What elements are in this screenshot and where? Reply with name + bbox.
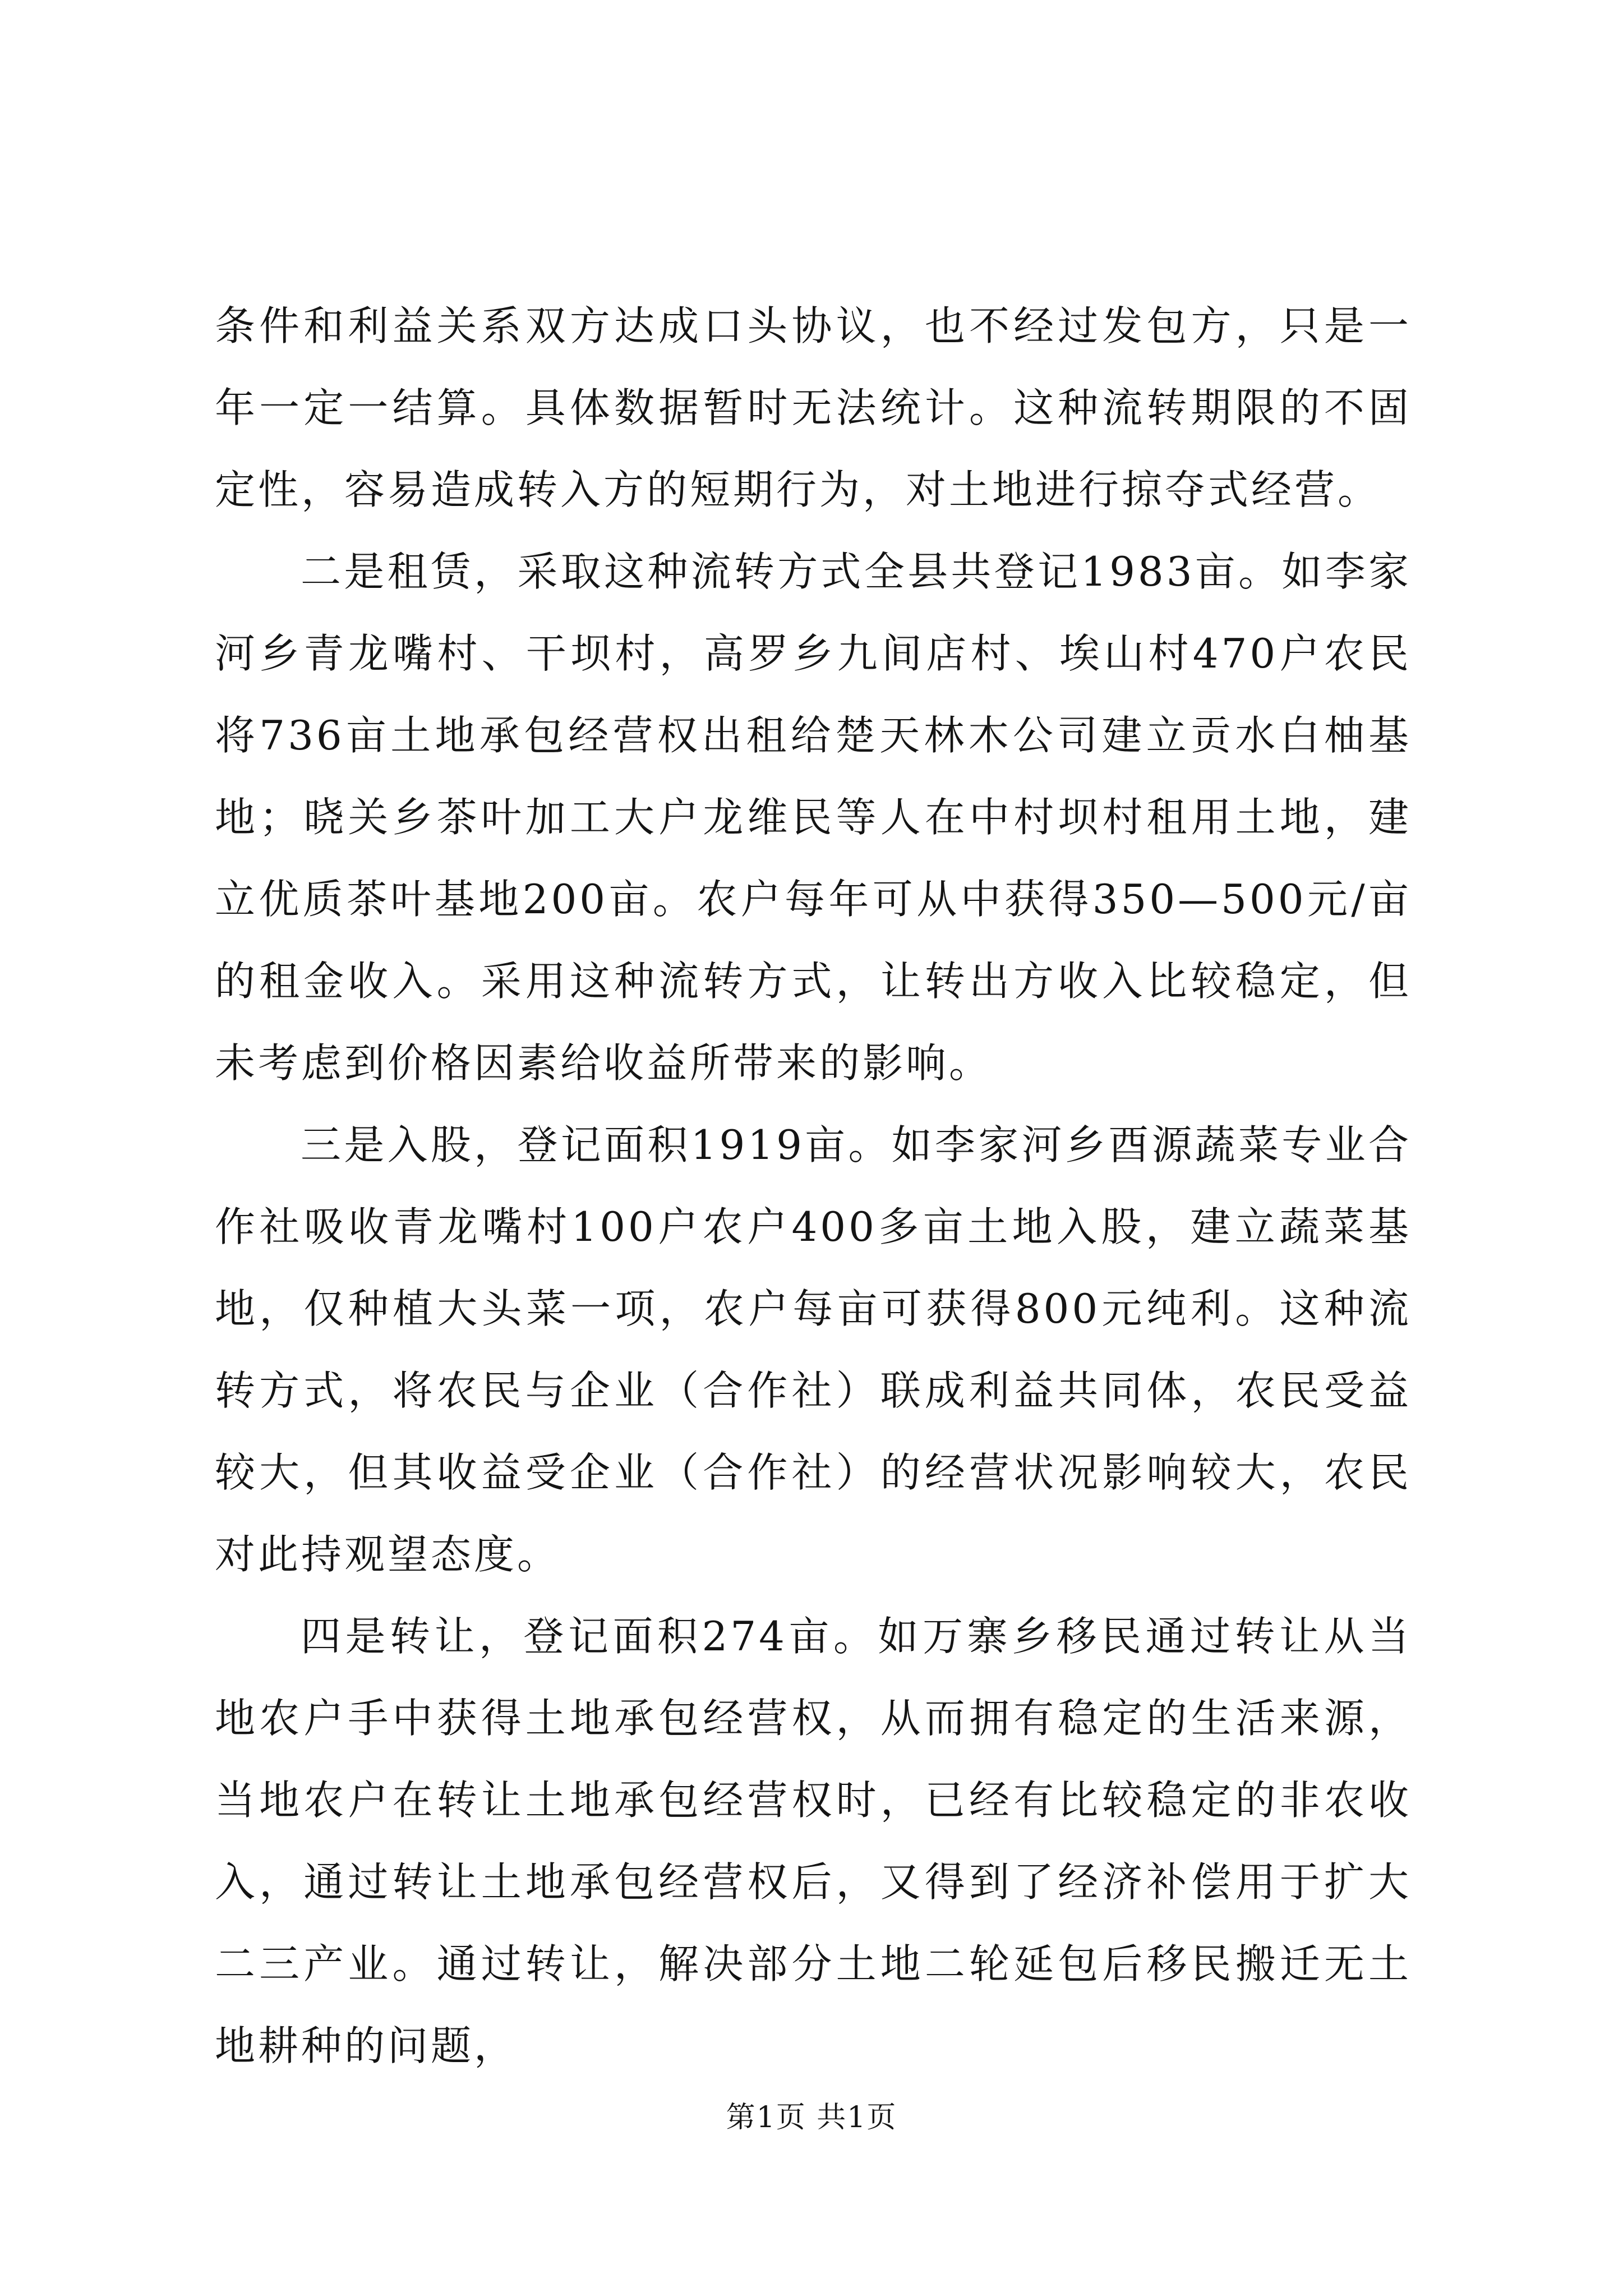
- paragraph-2: 二是租赁，采取这种流转方式全县共登记1983亩。如李家河乡青龙嘴村、干坝村，高罗乡九间店村、埃山村470户农民将736亩土地承包经营权出租给楚天林木公司建立贡水白柚基地；晓关乡茶叶加工大户龙维民等人在中村坝村租用土地，建立优质茶叶基地200亩。农户每年可从中获得350—500元/亩的租金收入。采用这种流转方式，让转出方收入比较稳定，但未考虑到价格因素给收益所带来的影响。: [215, 548, 1412, 1087]
- page-footer: 第1页 共1页: [726, 2101, 897, 2134]
- paragraph-3: 三是入股，登记面积1919亩。如李家河乡酉源蔬菜专业合作社吸收青龙嘴村100户农户400多亩土地入股，建立蔬菜基地，仅种植大头菜一项，农户每亩可获得800元纯利。这种流转方式，将农民与企业（合作社）联成利益共同体，农民受益较大，但其收益受企业（合作社）的经营状况影响较大，农民对此持观望态度。: [215, 1121, 1412, 1578]
- paragraph-4: 四是转让，登记面积274亩。如万寨乡移民通过转让从当地农户手中获得土地承包经营权，从而拥有稳定的生活来源，当地农户在转让土地承包经营权时，已经有比较稳定的非农收入，通过转让土地承包经营权后，又得到了经济补偿用于扩大二三产业。通过转让，解决部分土地二轮延包后移民搬迁无土地耕种的问题，: [215, 1613, 1412, 2069]
- paragraph-1: 条件和利益关系双方达成口头协议，也不经过发包方，只是一年一定一结算。具体数据暂时无法统计。这种流转期限的不固定性，容易造成转入方的短期行为，对土地进行掠夺式经营。: [215, 302, 1412, 513]
- document-body: [215, 285, 1412, 2087]
